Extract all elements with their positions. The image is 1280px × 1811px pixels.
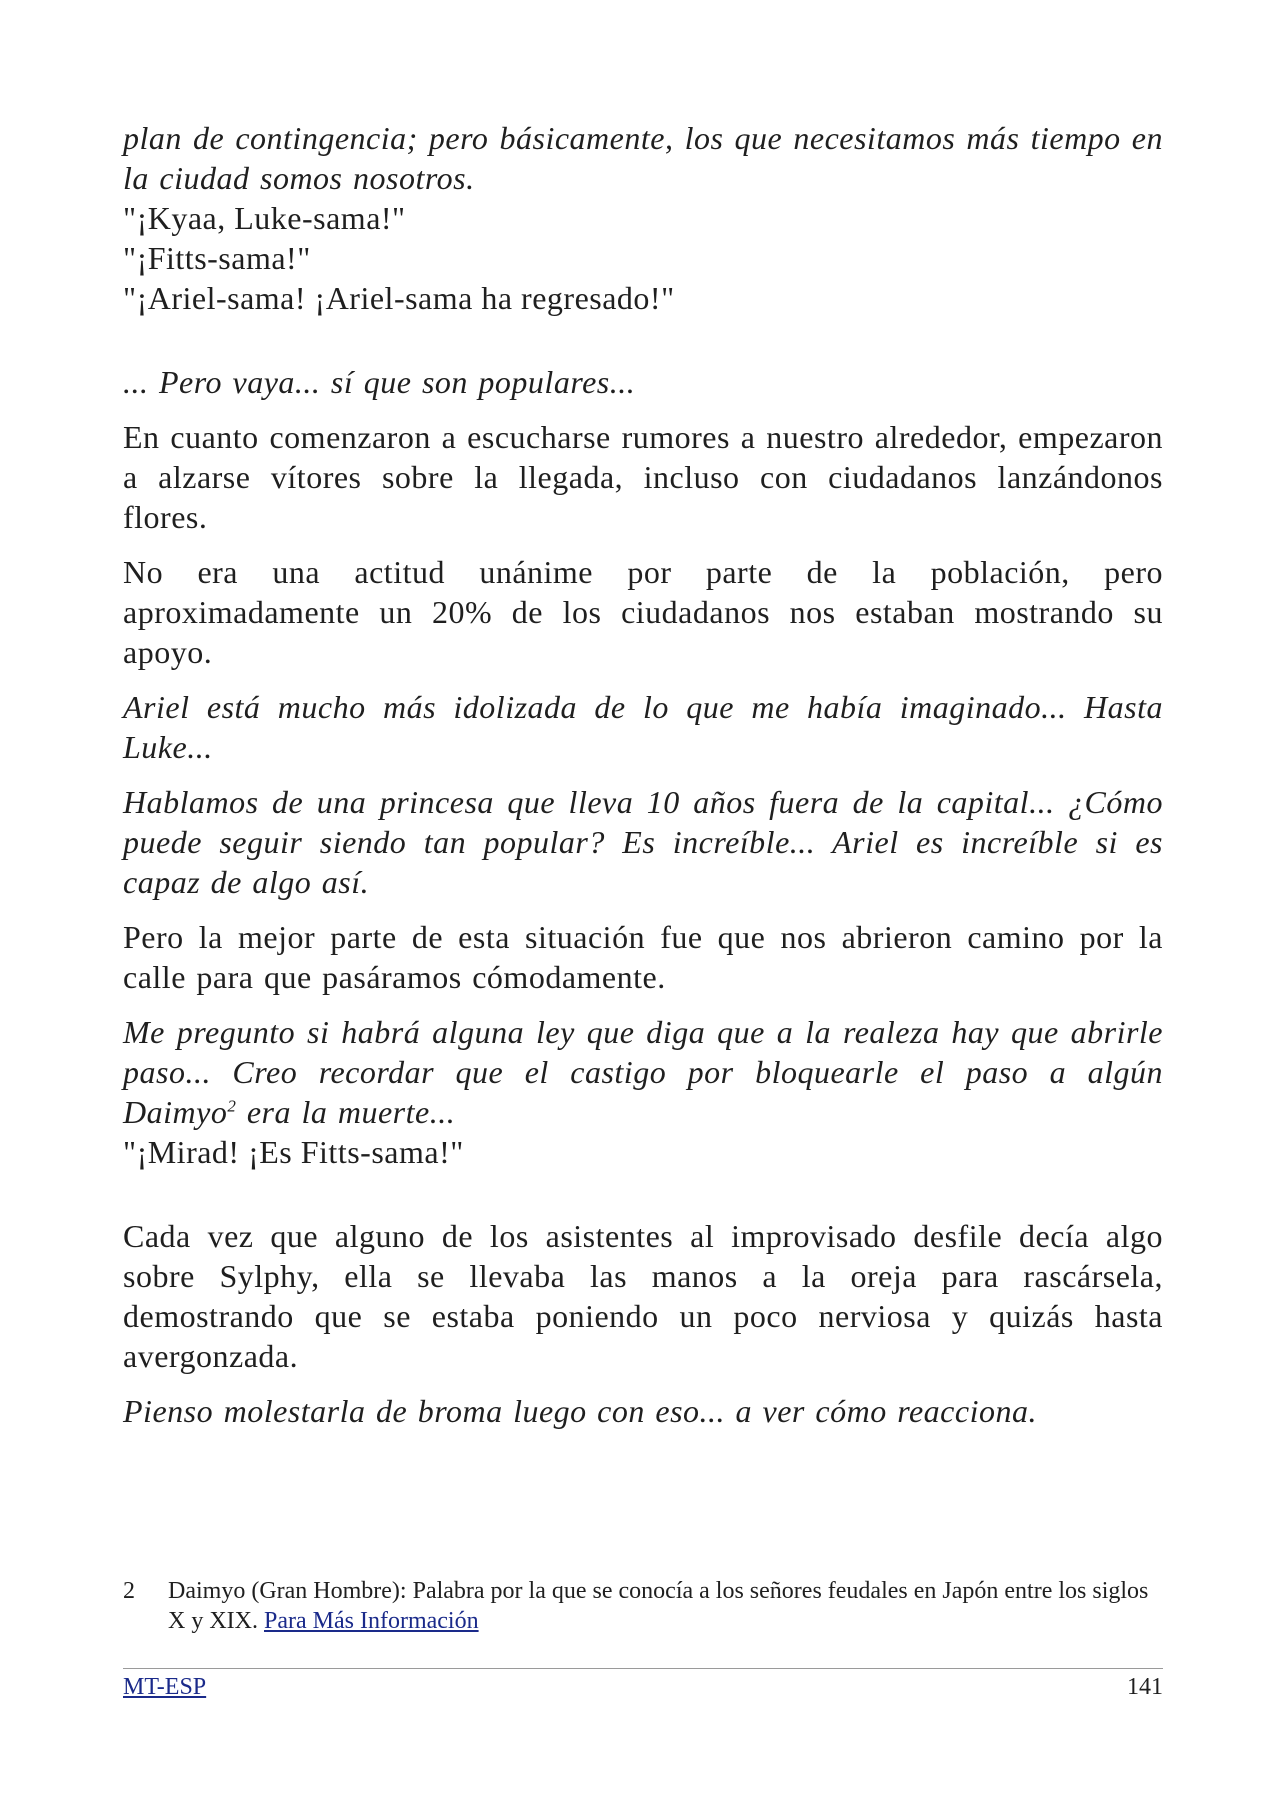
- footnote-reference: 2: [227, 1096, 237, 1116]
- paragraph-realeza-end: era la muerte...: [236, 1094, 456, 1130]
- footer-source-link[interactable]: MT-ESP: [123, 1674, 207, 1700]
- footnote-text: Daimyo (Gran Hombre): Palabra por la que se conocía a los señores feudales en Japón entre los siglos X y XIX.: [168, 1578, 1149, 1634]
- paragraph-princesa: Hablamos de una princesa que lleva 10 años fuera de la capital... ¿Cómo puede seguir siendo tan popular? Es increíble... Ariel es increíble si es capaz de algo así.: [123, 784, 1163, 900]
- paragraph-realeza-text: Me pregunto si habrá alguna ley que diga que a la realeza hay que abrirle paso... Creo recordar que el castigo por bloquearle el paso a algún Daimyo: [123, 1014, 1163, 1130]
- paragraph-ariel-idolizada: Ariel está mucho más idolizada de lo que me había imaginado... Hasta Luke...: [123, 689, 1163, 765]
- footer-divider: [123, 1668, 1163, 1669]
- footnote-number: 2: [123, 1578, 135, 1604]
- footnote-link[interactable]: Para Más Información: [264, 1608, 479, 1634]
- paragraph-molestarla: Pienso molestarla de broma luego con eso... a ver cómo reacciona.: [123, 1393, 1037, 1429]
- paragraph-rumores: En cuanto comenzaron a escucharse rumores a nuestro alrededor, empezaron a alzarse vítores sobre la llegada, incluso con ciudadanos lanzándonos flores.: [123, 419, 1163, 535]
- dialogue-fitts: "¡Fitts-sama!": [123, 240, 311, 276]
- footnote-body: [168, 1576, 1163, 1636]
- paragraph-contingency: plan de contingencia; pero básicamente, los que necesitamos más tiempo en la ciudad somos nosotros.: [123, 120, 1163, 196]
- footnote: [123, 1576, 1163, 1636]
- paragraph-poblacion: No era una actitud unánime por parte de la población, pero aproximadamente un 20% de los ciudadanos nos estaban mostrando su apoyo.: [123, 554, 1163, 670]
- paragraph-popular: ... Pero vaya... sí que son populares...: [123, 364, 636, 400]
- dialogue-ariel: "¡Ariel-sama! ¡Ariel-sama ha regresado!": [123, 280, 675, 316]
- page-number: 141: [1127, 1674, 1163, 1700]
- paragraph-sylphy: Cada vez que alguno de los asistentes al improvisado desfile decía algo sobre Sylphy, ella se llevaba las manos a la oreja para rascársela, demostrando que se estaba poniendo un poco nerviosa y quizás hasta avergonzada.: [123, 1218, 1163, 1374]
- dialogue-mirad: "¡Mirad! ¡Es Fitts-sama!": [123, 1134, 464, 1170]
- paragraph-camino: Pero la mejor parte de esta situación fue que nos abrieron camino por la calle para que pasáramos cómodamente.: [123, 919, 1163, 995]
- page-body: [123, 118, 1163, 1431]
- dialogue-kyaa-luke: "¡Kyaa, Luke-sama!": [123, 200, 406, 236]
- paragraph-realeza: [123, 1012, 1163, 1132]
